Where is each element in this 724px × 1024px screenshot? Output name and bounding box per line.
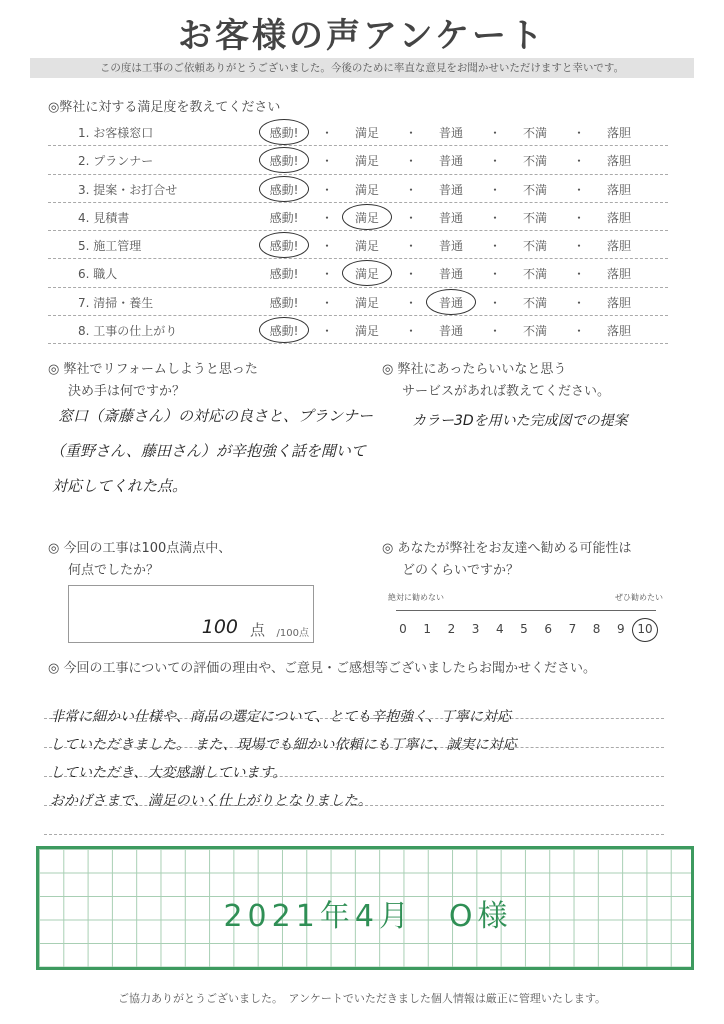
scale-line [396,610,656,611]
option-separator: ・ [405,210,418,225]
satisfaction-row [48,316,668,344]
option-separator: ・ [489,154,502,169]
reason-answer-1: 窓口（斎藤さん）の対応の良さと、プランナー [58,407,374,425]
option-separator: ・ [489,210,502,225]
satisfaction-option[interactable]: 満足 [336,209,398,226]
option-separator: ・ [321,267,334,282]
satisfaction-row-label: 1. お客様窓口 [78,126,154,140]
satisfaction-row-label: 6. 職人 [78,267,118,282]
scale-number[interactable]: 2 [447,622,456,636]
option-separator: ・ [321,239,334,254]
comment-line-3: していただき、大変感謝しています。 [50,765,287,781]
satisfaction-option[interactable]: 満足 [354,239,379,254]
recommend-heading-1: ◎ あなたが弊社をお友達へ勧める可能性は [382,541,632,556]
satisfaction-row-label: 2. プランナー [78,154,154,169]
reason-heading-2: 決め手は何ですか？ [68,384,186,399]
satisfaction-option[interactable]: 感動! [253,322,315,339]
scale-number[interactable]: 9 [616,622,625,636]
comment-heading: ◎ 今回の工事についての評価の理由や、ご意見・ご感想等ございましたらお聞かせください。 [48,661,596,676]
option-separator: ・ [573,295,586,310]
subtitle-bar: この度は工事のご依頼ありがとうございました。今後のために率直な意見をお聞かせいただけますと幸いです。 [30,58,694,78]
option-separator: ・ [405,154,418,169]
satisfaction-option[interactable]: 不満 [522,126,547,140]
satisfaction-option[interactable]: 普通 [438,324,463,339]
score-heading-1: ◎ 今回の工事は100点満点中、 [48,541,232,556]
option-separator: ・ [405,267,418,282]
satisfaction-option[interactable]: 落胆 [606,295,631,310]
satisfaction-row-label: 4. 見積書 [78,210,130,225]
satisfaction-option[interactable]: 普通 [438,210,463,225]
satisfaction-option[interactable]: 落胆 [606,126,631,140]
satisfaction-row-label: 5. 施工管理 [78,239,142,254]
score-heading-2: 何点でしたか？ [68,563,160,578]
service-heading-1: ◎ 弊社にあったらいいなと思う [382,362,567,377]
satisfaction-table [48,118,668,344]
satisfaction-option[interactable]: 感動! [269,295,299,310]
scale-number[interactable]: 8 [592,622,601,636]
reason-heading-1: ◎ 弊社でリフォームしようと思った [48,362,258,377]
satisfaction-option[interactable]: 満足 [336,265,398,282]
option-separator: ・ [573,324,586,339]
option-separator: ・ [405,324,418,339]
scale-number[interactable]: 10 [634,622,656,636]
satisfaction-option[interactable]: 満足 [354,324,379,339]
option-separator: ・ [321,324,334,339]
signature-text: 2021年4月 O様 [223,899,513,934]
option-separator: ・ [321,126,334,140]
satisfaction-option[interactable]: 普通 [438,154,463,169]
scale-number[interactable]: 0 [399,622,407,636]
scale-numbers [392,622,672,642]
satisfaction-option[interactable]: 不満 [522,295,547,310]
comment-line-4: おかげさまで、満足のいく仕上がりとなりました。 [50,793,372,809]
recommend-heading-2: どのくらいですか？ [402,563,520,578]
option-separator: ・ [489,239,502,254]
option-separator: ・ [321,295,334,310]
option-separator: ・ [321,182,334,197]
option-separator: ・ [573,154,586,169]
satisfaction-heading: ◎弊社に対する満足度を教えてください [48,100,281,115]
satisfaction-option[interactable]: 落胆 [606,182,631,197]
satisfaction-row [48,203,668,231]
satisfaction-option[interactable]: 感動! [269,210,299,225]
service-heading-2: サービスがあれば教えてください。 [402,384,611,399]
satisfaction-option[interactable]: 普通 [420,294,482,311]
scale-number[interactable]: 4 [495,622,504,636]
satisfaction-option[interactable]: 不満 [522,324,547,339]
option-separator: ・ [405,126,418,140]
comment-line-2: していただきました。 また、現場でも細かい依頼にも丁寧に、誠実に対応 [50,737,517,753]
satisfaction-option[interactable]: 満足 [354,182,379,197]
satisfaction-row-label: 8. 工事の仕上がり [78,324,178,339]
option-separator: ・ [489,295,502,310]
satisfaction-option[interactable]: 普通 [438,267,463,282]
satisfaction-row [48,259,668,287]
option-separator: ・ [405,182,418,197]
option-separator: ・ [321,210,334,225]
scale-number[interactable]: 7 [568,622,577,636]
score-box [68,585,314,643]
score-unit: 点 [249,621,265,639]
satisfaction-option[interactable]: 満足 [354,154,379,169]
satisfaction-option[interactable]: 落胆 [606,239,631,254]
option-separator: ・ [573,126,586,140]
option-separator: ・ [489,126,502,140]
scale-low-label: 絶対に勧めない [388,593,444,602]
satisfaction-option[interactable]: 落胆 [606,210,631,225]
satisfaction-option[interactable]: 不満 [522,182,547,197]
comment-line-1: 非常に細かい仕様や、商品の選定について、とても辛抱強く、丁寧に対応 [50,709,511,725]
option-separator: ・ [573,182,586,197]
satisfaction-option[interactable]: 不満 [522,239,547,254]
satisfaction-option[interactable]: 不満 [522,267,547,282]
reason-answer-2: （重野さん、藤田さん）が辛抱強く話を聞いて [50,442,366,460]
satisfaction-option[interactable]: 感動! [253,124,315,141]
satisfaction-option[interactable]: 普通 [438,182,463,197]
scale-high-label: ぜひ勧めたい [615,593,663,602]
satisfaction-option[interactable]: 落胆 [606,267,631,282]
satisfaction-option[interactable]: 満足 [354,295,379,310]
signature-box [36,846,694,970]
option-separator: ・ [489,182,502,197]
satisfaction-option[interactable]: 感動! [253,152,315,169]
satisfaction-row-label: 7. 清掃・養生 [78,295,154,310]
satisfaction-row-label: 3. 提案・お打合せ [78,182,178,197]
service-answer: カラー3Dを用いた完成図での提案 [412,413,628,429]
satisfaction-option[interactable]: 不満 [522,154,547,169]
satisfaction-row [48,118,668,146]
satisfaction-option[interactable]: 満足 [354,126,379,140]
page-title: お客様の声アンケート [178,16,546,56]
satisfaction-option[interactable]: 普通 [438,126,463,140]
scale-number[interactable]: 1 [423,622,431,636]
satisfaction-option[interactable]: 感動! [269,267,299,282]
footer-note: ご協力ありがとうございました。 アンケートでいただきました個人情報は厳正に管理いたします。 [118,992,606,1005]
score-max: /100点 [276,628,309,639]
satisfaction-option[interactable]: 落胆 [606,324,631,339]
option-separator: ・ [405,239,418,254]
satisfaction-option[interactable]: 感動! [253,181,315,198]
satisfaction-row [48,146,668,174]
option-separator: ・ [573,239,586,254]
option-separator: ・ [489,267,502,282]
option-separator: ・ [573,210,586,225]
option-separator: ・ [321,154,334,169]
satisfaction-option[interactable]: 落胆 [606,154,631,169]
scale-number[interactable]: 5 [520,622,528,636]
satisfaction-option[interactable]: 不満 [522,210,547,225]
reason-answer-3: 対応してくれた点。 [52,477,188,495]
score-value: 100 [201,616,238,638]
satisfaction-row [48,175,668,203]
satisfaction-option[interactable]: 普通 [438,239,463,254]
option-separator: ・ [489,324,502,339]
option-separator: ・ [573,267,586,282]
satisfaction-row [48,231,668,259]
satisfaction-row [48,288,668,316]
satisfaction-option[interactable]: 感動! [253,237,315,254]
scale-number[interactable]: 6 [544,622,552,636]
option-separator: ・ [405,295,418,310]
scale-number[interactable]: 3 [471,622,480,636]
